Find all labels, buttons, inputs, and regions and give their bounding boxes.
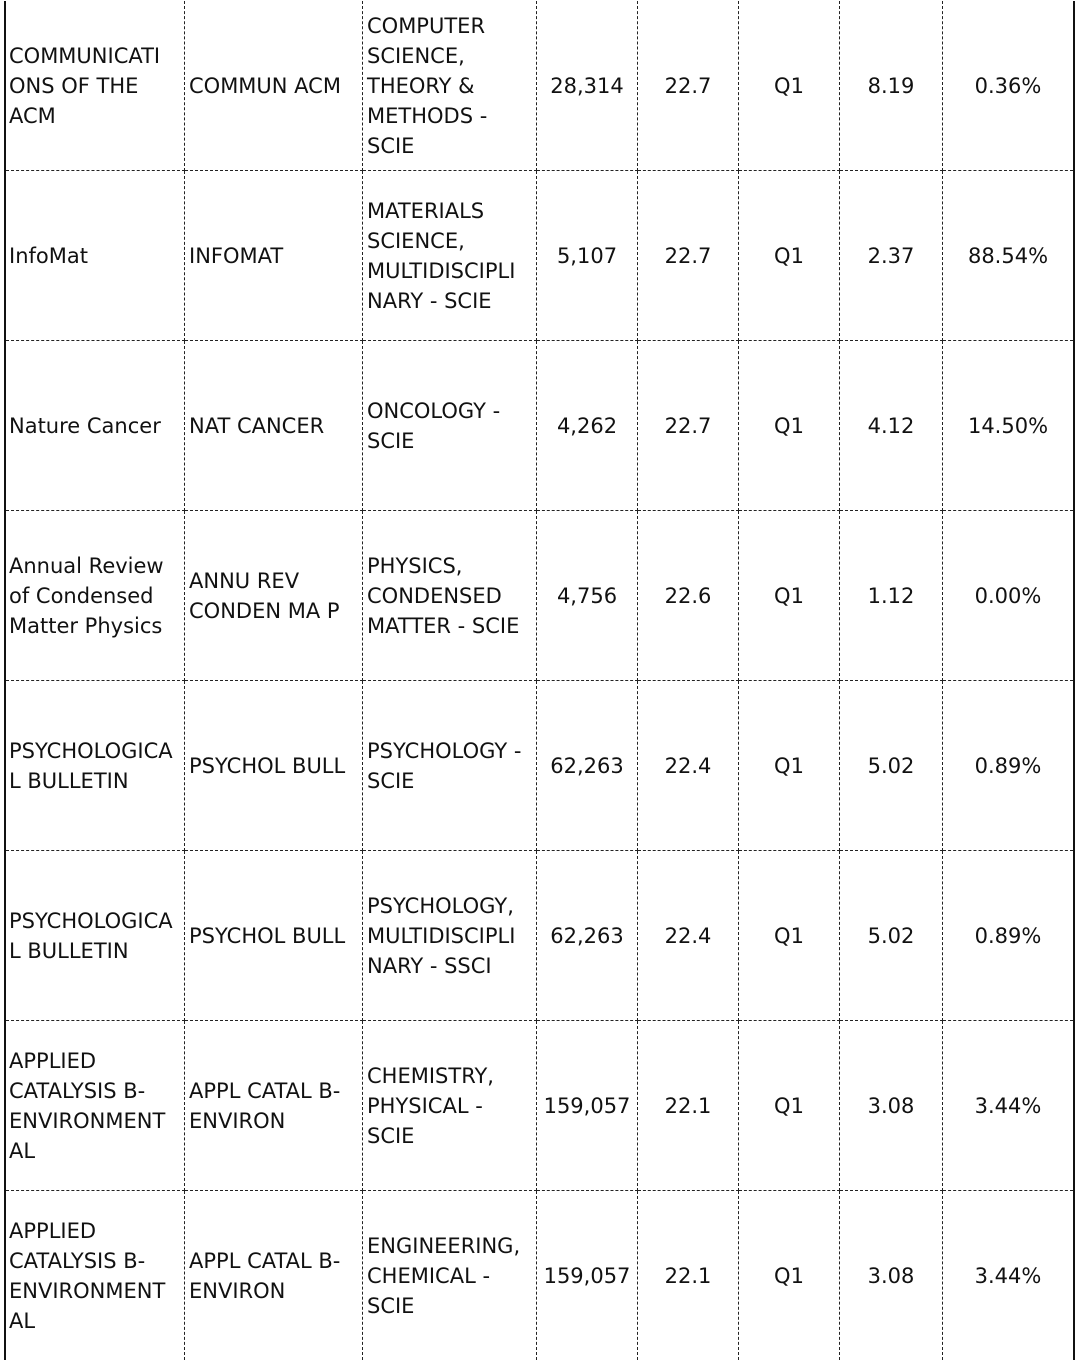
abbreviation-cell: NAT CANCER [185, 341, 363, 511]
journal-name-cell: Annual Review of Condensed Matter Physics [6, 511, 185, 681]
open-access-percent-cell: 14.50% [943, 341, 1073, 511]
impact-factor-cell: 22.1 [638, 1191, 739, 1360]
jci-cell: 5.02 [840, 681, 943, 851]
journal-name-cell: PSYCHOLOGICA L BULLETIN [6, 851, 185, 1021]
journal-name-cell: Nature Cancer [6, 341, 185, 511]
open-access-percent-cell: 0.89% [943, 851, 1073, 1021]
open-access-percent-cell: 0.89% [943, 681, 1073, 851]
open-access-percent-cell: 3.44% [943, 1021, 1073, 1191]
journal-name-cell: PSYCHOLOGICA L BULLETIN [6, 681, 185, 851]
abbreviation-cell: PSYCHOL BULL [185, 681, 363, 851]
impact-factor-cell: 22.1 [638, 1021, 739, 1191]
quartile-cell: Q1 [739, 851, 840, 1021]
category-cell: ENGINEERING, CHEMICAL - SCIE [363, 1191, 537, 1360]
abbreviation-cell: ANNU REV CONDEN MA P [185, 511, 363, 681]
abbreviation-cell: PSYCHOL BULL [185, 851, 363, 1021]
table-row [6, 851, 1073, 1021]
journal-name-cell: APPLIED CATALYSIS B- ENVIRONMENT AL [6, 1191, 185, 1360]
total-citations-cell: 4,756 [537, 511, 638, 681]
table-row [6, 1021, 1073, 1191]
jci-cell: 8.19 [840, 1, 943, 171]
open-access-percent-cell: 0.00% [943, 511, 1073, 681]
category-cell: COMPUTER SCIENCE, THEORY & METHODS - SCIE [363, 1, 537, 171]
table-row [6, 1191, 1073, 1360]
table-row [6, 1, 1073, 171]
abbreviation-cell: APPL CATAL B- ENVIRON [185, 1021, 363, 1191]
total-citations-cell: 4,262 [537, 341, 638, 511]
impact-factor-cell: 22.4 [638, 681, 739, 851]
table-row [6, 171, 1073, 341]
quartile-cell: Q1 [739, 341, 840, 511]
impact-factor-cell: 22.4 [638, 851, 739, 1021]
journal-table [4, 1, 1075, 1360]
impact-factor-cell: 22.6 [638, 511, 739, 681]
jci-cell: 5.02 [840, 851, 943, 1021]
jci-cell: 3.08 [840, 1191, 943, 1360]
category-cell: CHEMISTRY, PHYSICAL - SCIE [363, 1021, 537, 1191]
quartile-cell: Q1 [739, 681, 840, 851]
abbreviation-cell: INFOMAT [185, 171, 363, 341]
table-row [6, 511, 1073, 681]
category-cell: ONCOLOGY - SCIE [363, 341, 537, 511]
journal-name-cell: InfoMat [6, 171, 185, 341]
total-citations-cell: 5,107 [537, 171, 638, 341]
quartile-cell: Q1 [739, 1021, 840, 1191]
impact-factor-cell: 22.7 [638, 341, 739, 511]
category-cell: MATERIALS SCIENCE, MULTIDISCIPLI NARY - SCIE [363, 171, 537, 341]
total-citations-cell: 159,057 [537, 1021, 638, 1191]
impact-factor-cell: 22.7 [638, 171, 739, 341]
category-cell: PSYCHOLOGY, MULTIDISCIPLI NARY - SSCI [363, 851, 537, 1021]
table-row [6, 341, 1073, 511]
open-access-percent-cell: 88.54% [943, 171, 1073, 341]
jci-cell: 1.12 [840, 511, 943, 681]
category-cell: PSYCHOLOGY - SCIE [363, 681, 537, 851]
open-access-percent-cell: 0.36% [943, 1, 1073, 171]
impact-factor-cell: 22.7 [638, 1, 739, 171]
journal-name-cell: COMMUNICATI ONS OF THE ACM [6, 1, 185, 171]
total-citations-cell: 62,263 [537, 851, 638, 1021]
jci-cell: 3.08 [840, 1021, 943, 1191]
table-row [6, 681, 1073, 851]
jci-cell: 4.12 [840, 341, 943, 511]
quartile-cell: Q1 [739, 511, 840, 681]
quartile-cell: Q1 [739, 1191, 840, 1360]
jci-cell: 2.37 [840, 171, 943, 341]
journal-name-cell: APPLIED CATALYSIS B- ENVIRONMENT AL [6, 1021, 185, 1191]
open-access-percent-cell: 3.44% [974, 1263, 1042, 1288]
abbreviation-cell: APPL CATAL B- ENVIRON [185, 1191, 363, 1360]
category-cell: PHYSICS, CONDENSED MATTER - SCIE [363, 511, 537, 681]
total-citations-cell: 62,263 [537, 681, 638, 851]
quartile-cell: Q1 [739, 171, 840, 341]
total-citations-cell: 159,057 [537, 1191, 638, 1360]
abbreviation-cell: COMMUN ACM [185, 1, 363, 171]
quartile-cell: Q1 [739, 1, 840, 171]
total-citations-cell: 28,314 [537, 1, 638, 171]
